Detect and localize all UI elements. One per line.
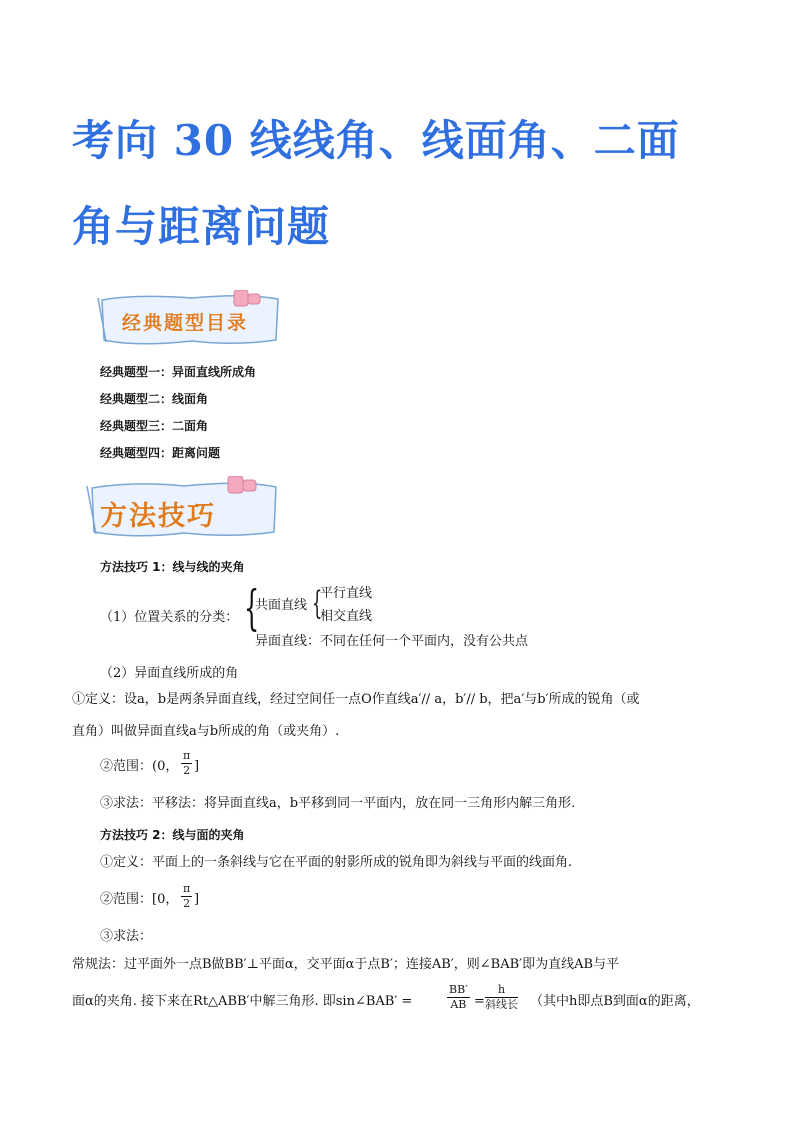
definition-line-1: ①定义：设a，b是两条异面直线，经过空间任一点O作直线a′// a，b′// b，把a′与b′所成的锐角（或	[72, 692, 640, 707]
toc-item-2: 经典题型二：线面角	[100, 392, 209, 406]
range-1-suffix: ]	[194, 759, 200, 774]
range-2-suffix: ]	[194, 892, 200, 907]
intersecting-lines: 相交直线	[320, 609, 373, 624]
pi-denominator: 2	[183, 897, 191, 910]
range-2-prefix: ②范围：[0，	[100, 892, 179, 907]
skew-lines: 异面直线：不同在任何一个平面内，没有公共点	[255, 634, 529, 649]
fraction-1-denominator: AB	[450, 998, 467, 1011]
toc-item-3: 经典题型三：二面角	[100, 419, 209, 433]
method-1-heading: 方法技巧 1：线与线的夹角	[100, 560, 245, 574]
fraction-h-over-slant	[485, 983, 518, 1012]
pi-denominator: 2	[183, 764, 191, 777]
normal-method-line-2c: （其中h即点B到面α的距离，	[530, 994, 700, 1009]
normal-method-line-1: 常规法：过平面外一点B做BB′⊥平面α，交平面α于点B′；连接AB′，则∠BAB′即为直线AB与平	[72, 957, 620, 972]
fraction-2-numerator: h	[485, 983, 518, 998]
fraction-1-numerator: BB′	[449, 983, 468, 996]
banner-label-question-types: 经典题型目录	[122, 312, 249, 334]
classification-label: （1）位置关系的分类：	[100, 610, 239, 625]
toc-item-1: 经典题型一：异面直线所成角	[100, 365, 257, 379]
range-1-prefix: ②范围：(0，	[100, 759, 179, 774]
sub-heading-skew-angle: （2）异面直线所成的角	[100, 666, 239, 681]
method-2-definition: ①定义：平面上的一条斜线与它在平面的射影所成的锐角即为斜线与平面的线面角.	[100, 855, 573, 870]
section-banner-question-types	[96, 290, 286, 350]
method-1-translation: ③求法：平移法：将异面直线a，b平移到同一平面内，放在同一三角形内解三角形.	[100, 796, 576, 811]
definition-line-2: 直角）叫做异面直线a与b所成的角（或夹角）.	[72, 724, 340, 739]
normal-method-equals: =	[474, 994, 485, 1009]
method-2-heading: 方法技巧 2：线与面的夹角	[100, 828, 245, 842]
coplanar-lines: 共面直线	[255, 598, 308, 613]
page-title	[72, 98, 742, 270]
inner-brace: {	[312, 584, 323, 622]
banner-label-methods: 方法技巧	[100, 501, 216, 532]
section-banner-methods	[84, 476, 284, 542]
toc-item-4: 经典题型四：距离问题	[100, 446, 221, 460]
normal-method-line-2a: 面α的夹角. 接下来在Rt△ABB′中解三角形. 即sin∠BAB′ =	[72, 994, 413, 1009]
method-2-solve: ③求法：	[100, 929, 153, 944]
pi-numerator: π	[183, 749, 191, 762]
range-1-fraction	[181, 749, 192, 778]
pi-numerator: π	[183, 882, 191, 895]
range-2-fraction	[181, 882, 192, 911]
title-line-1: 考向 30 线线角、线面角、二面	[72, 116, 680, 165]
title-line-2: 角与距离问题	[72, 202, 331, 251]
outer-brace: {	[244, 580, 260, 636]
fraction-2-denominator: 斜线长	[485, 998, 518, 1011]
fraction-bb-over-ab	[447, 983, 470, 1012]
parallel-lines: 平行直线	[320, 586, 373, 601]
